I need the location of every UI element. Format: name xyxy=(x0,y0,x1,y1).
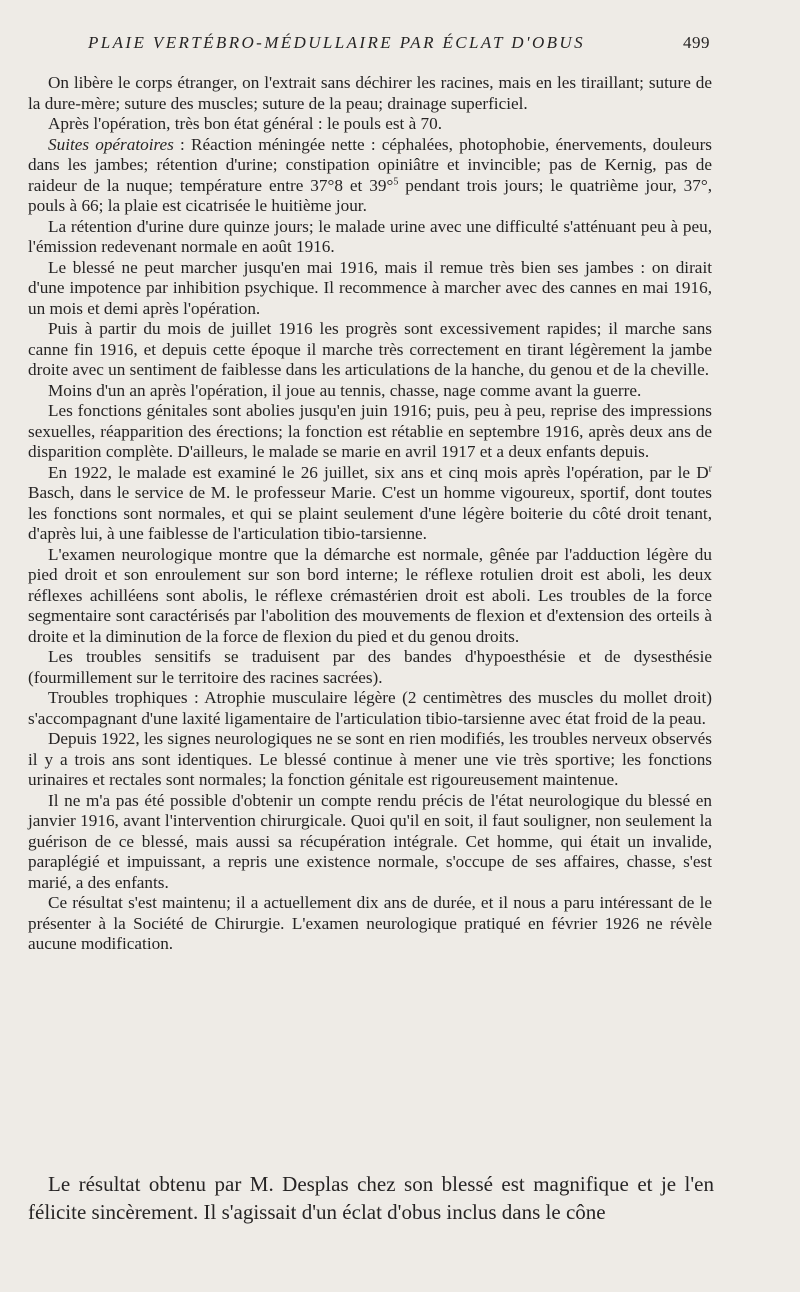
running-title: PLAIE VERTÉBRO-MÉDULLAIRE PAR ÉCLAT D'OBUS xyxy=(88,33,585,52)
paragraph: Ce résultat s'est maintenu; il a actuellement dix ans de durée, et il nous a paru intéressant de le présenter à la Société de Chirurgie. L'examen neurologique pratiqué en février 1926 ne révèle aucune modification. xyxy=(28,893,712,953)
superscript: r xyxy=(708,462,712,474)
paragraph: Les fonctions génitales sont abolies jusqu'en juin 1916; puis, peu à peu, reprise des impressions sexuelles, réapparition des érections; la fonction est rétablie en septembre 1916, après deux ans de disparition complète. D'ailleurs, le malade se marie en avril 1917 et a deux enfants depuis. xyxy=(28,401,712,461)
paragraph-text: : Réaction méningée nette : céphalées, photophobie, énervements, douleurs dans les jambes; rétention d'urine; constipation opiniâtre et invincible; pas de Kernig, pas de raideur de la nuque; température entre 37°8 et 39° xyxy=(28,134,712,195)
paragraph: Après l'opération, très bon état général : le pouls est à 70. xyxy=(48,114,442,133)
paragraph-text: Basch, dans le service de M. le professeur Marie. C'est un homme vigoureux, sportif, dont toutes les fonctions sont normales, et qui se plaint seulement d'une légère boiterie du côté droit tenant, d'après lui, à une faiblesse de l'articulation tibio-tarsienne. xyxy=(28,483,712,543)
paragraph: L'examen neurologique montre que la démarche est normale, gênée par l'adduction légère du pied droit et son enroulement sur son bord interne; le réflexe rotulien droit est aboli, les deux réflexes achilléens sont abolis, le réflexe crémastérien droit est aboli. Les troubles de la force segmentaire sont caractérisés par l'abolition des mouvements de flexion et d'extension des orteils à droite et la diminution de la force de flexion du pied et du genou droits. xyxy=(28,544,712,646)
discussion-text xyxy=(28,1170,714,1226)
paragraph: Moins d'un an après l'opération, il joue au tennis, chasse, nage comme avant la guerre. xyxy=(48,380,642,400)
paragraph: Puis à partir du mois de juillet 1916 les progrès sont excessivement rapides; il marche sans canne fin 1916, et depuis cette époque il marche très correctement en tirant légèrement la jambe droite avec un sentiment de faiblesse dans les articulations de la hanche, du genou et de la cheville. xyxy=(28,319,712,379)
paragraph: Depuis 1922, les signes neurologiques ne se sont en rien modifiés, les troubles nerveux observés il y a trois ans sont identiques. Le blessé continue à mener une vie très sportive; les fonctions urinaires et rectales sont normales; la fonction génitale est rigoureusement maintenue. xyxy=(28,729,712,789)
paragraph xyxy=(28,463,712,545)
paragraph: Le blessé ne peut marcher jusqu'en mai 1916, mais il remue très bien ses jambes : on dirait d'une impotence par inhibition psychique. Il recommence à marcher avec des cannes en mai 1916, un mois et demi après l'opération. xyxy=(28,257,712,318)
case-report-text xyxy=(28,73,712,955)
paragraph-text: En 1922, le malade est examiné le 26 juillet, six ans et cinq mois après l'opération, par le D xyxy=(48,462,709,482)
paragraph xyxy=(28,135,712,217)
paragraph-text: pendant trois jours; le quatrième jour, 37°, pouls à 66; la plaie est cicatrisée le huitième jour. xyxy=(28,175,712,215)
paragraph: Le résultat obtenu par M. Desplas chez son blessé est magnifique et je l'en félicite sincèrement. Il s'agissait d'un éclat d'obus inclus dans le cône xyxy=(28,1172,714,1224)
section-label: Suites opératoires xyxy=(48,134,174,154)
superscript: 5 xyxy=(393,175,399,187)
paragraph: Les troubles sensitifs se traduisent par des bandes d'hypoesthésie et de dysesthésie (fourmillement sur le territoire des racines sacrées). xyxy=(28,647,712,687)
paragraph: Troubles trophiques : Atrophie musculaire légère (2 centimètres des muscles du mollet droit) s'accompagnant d'une laxité ligamentaire de l'articulation tibio-tarsienne avec état froid de la peau. xyxy=(28,688,712,728)
page-number: 499 xyxy=(683,33,710,52)
paragraph: Il ne m'a pas été possible d'obtenir un compte rendu précis de l'état neurologique du blessé en janvier 1916, avant l'intervention chirurgicale. Quoi qu'il en soit, il faut souligner, non seulement la guérison de ce blessé, mais aussi sa récupération intégrale. Cet homme, qui était un invalide, paraplégié et impuissant, a repris une existence normale, s'occupe de ses affaires, chasse, s'est marié, a des enfants. xyxy=(28,790,712,892)
paragraph: On libère le corps étranger, on l'extrait sans déchirer les racines, mais en les tiraillant; suture de la dure-mère; suture des muscles; suture de la peau; drainage superficiel. xyxy=(28,73,712,113)
paragraph: La rétention d'urine dure quinze jours; le malade urine avec une difficulté s'atténuant peu à peu, l'émission redevenant normale en août 1916. xyxy=(28,216,712,256)
running-head xyxy=(0,33,800,57)
